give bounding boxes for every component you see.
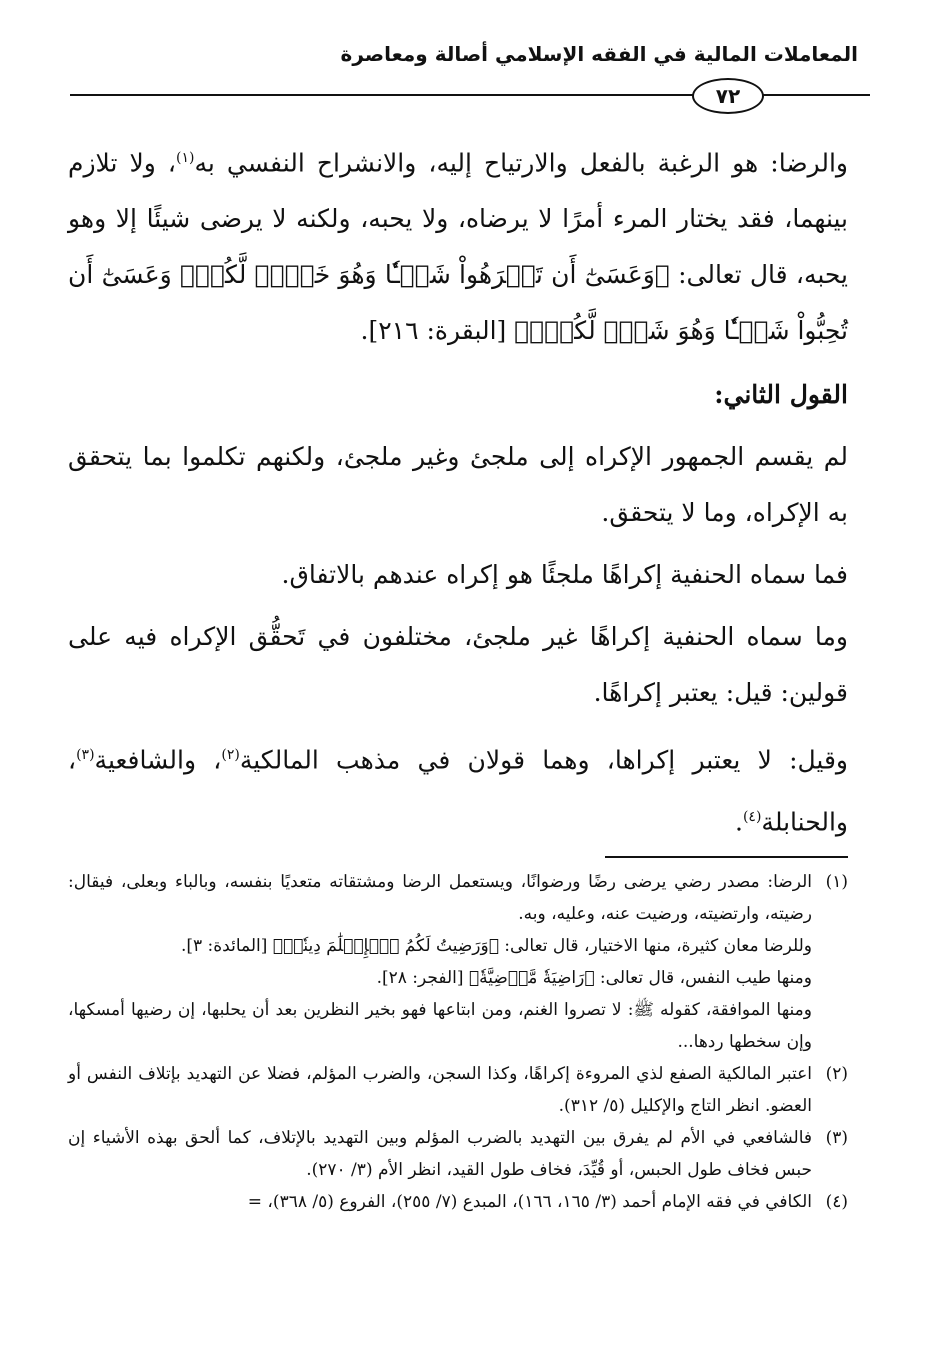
footnote-ref-1: (١) — [176, 150, 195, 166]
footnote-ref-2: (٢) — [221, 747, 240, 764]
paragraph-rida-definition — [68, 130, 848, 359]
section-heading: القول الثاني: — [714, 380, 848, 410]
footnote-line: فالشافعي في الأم لم يفرق بين التهديد بالضرب المؤلم وبين التهديد بالإتلاف، كما ألحق بهذه الأشياء إن حبس فخاف طول الحبس، أو قُيِّدَ، فخاف طول القيد، انظر الأم (٣/ ٢٧٠). — [68, 1128, 812, 1180]
paragraph-majority-view: لم يقسم الجمهور الإكراه إلى ملجئ وغير ملجئ، ولكنهم تكلموا بما يتحقق به الإكراه، وما لا يتحقق. — [68, 442, 848, 528]
footnote-number: (٢) — [825, 1064, 848, 1084]
footnote-line: ومنها طيب النفس، قال تعالى: ﴿رَاضِيَةٗ مَّرۡضِيَّةٗ﴾ [الفجر: ٢٨]. — [376, 968, 812, 988]
paragraph-schools-opinions — [68, 727, 848, 850]
footnote-text — [68, 1122, 812, 1186]
paragraph-compelling-duress: فما سماه الحنفية إكراهًا ملجئًا هو إكراه عندهم بالاتفاق. — [281, 560, 848, 590]
paragraph-text: ، والشافعية — [94, 745, 222, 775]
page-number-badge: ٧٢ — [692, 78, 764, 114]
footnote-line: الرضا: مصدر رضي يرضى رضًا ورضوانًا، ويستعمل الرضا ومشتقاته متعديًا بنفسه، وبالباء وبعلى، فيقال: رضيته، وارتضيته، ورضيت عنه، وعليه، وبه. — [68, 872, 812, 924]
footnote-line: ومنها الموافقة، كقوله ﷺ: لا تصروا الغنم، ومن ابتاعها فهو بخير النظرين بعد أن يحلبها، إن رضيها أمسكها، وإن سخطها ردها... — [68, 1000, 812, 1052]
paragraph-non-compelling-duress: وما سماه الحنفية إكراهًا غير ملجئ، مختلفون في تَحقُّق الإكراه فيه على قولين: قيل: يعتبر إكراهًا. — [68, 622, 848, 708]
footnote-2 — [68, 1058, 848, 1122]
paragraph-text: وقيل: لا يعتبر إكراها، وهما قولان في مذهب المالكية — [239, 745, 848, 775]
footnote-3 — [68, 1122, 848, 1186]
footnote-1 — [68, 866, 848, 1058]
footnote-line: اعتبر المالكية الصفع لذي المروءة إكراهًا، وكذا السجن، والضرب المؤلم، فضلا عن التهديد بإتلاف النفس أو العضو. انظر التاج والإكليل (٥/ ٣١٢). — [68, 1064, 812, 1116]
footnote-text — [68, 1186, 812, 1218]
footnote-ref-4: (٤) — [742, 808, 762, 825]
footnote-line: الكافي في فقه الإمام أحمد (٣/ ١٦٥، ١٦٦)، المبدع (٧/ ٢٥٥)، الفروع (٥/ ٣٦٨)، = — [247, 1192, 812, 1212]
main-text — [68, 130, 848, 856]
footnote-text — [68, 866, 812, 1058]
footnotes — [68, 866, 848, 1218]
footnote-separator — [605, 856, 848, 858]
footnote-number: (٣) — [825, 1128, 848, 1148]
running-title: المعاملات المالية في الفقه الإسلامي أصالة ومعاصرة — [340, 42, 858, 66]
paragraph-text: والرضا: هو الرغبة بالفعل والارتياح إليه، والانشراح النفسي به — [194, 148, 848, 178]
paragraph-text: ، ولا تلازم بينهما، فقد يختار المرء أمرًا لا يرضاه، ولا يحبه، ولكنه لا يرضى شيئًا إلا وهو يحبه، قال تعالى: ﴿وَعَسَىٰٓ أَن تَكۡرَهُواْ شَيۡـٔٗا وَهُوَ خَيۡرٞ لَّكُمۡۖ وَعَسَىٰٓ أَن تُحِبُّواْ شَيۡـٔٗا وَهُوَ شَرّٞ لَّكُمۡۚ﴾ [البقرة: ٢١٦]. — [68, 148, 848, 346]
footnote-ref-3: (٣) — [76, 747, 95, 764]
paragraph-text: ، والحنابلة — [68, 745, 848, 836]
footnote-number: (٤) — [825, 1192, 848, 1212]
paragraph-text: . — [735, 806, 743, 836]
footnote-line: وللرضا معان كثيرة، منها الاختيار، قال تعالى: ﴿وَرَضِيتُ لَكُمُ ٱلۡإِسۡلَٰمَ دِينٗاۚ﴾ [المائدة: ٣]. — [180, 936, 812, 956]
footnote-number: (١) — [825, 872, 848, 892]
footnote-text — [68, 1058, 812, 1122]
footnote-4 — [68, 1186, 848, 1218]
